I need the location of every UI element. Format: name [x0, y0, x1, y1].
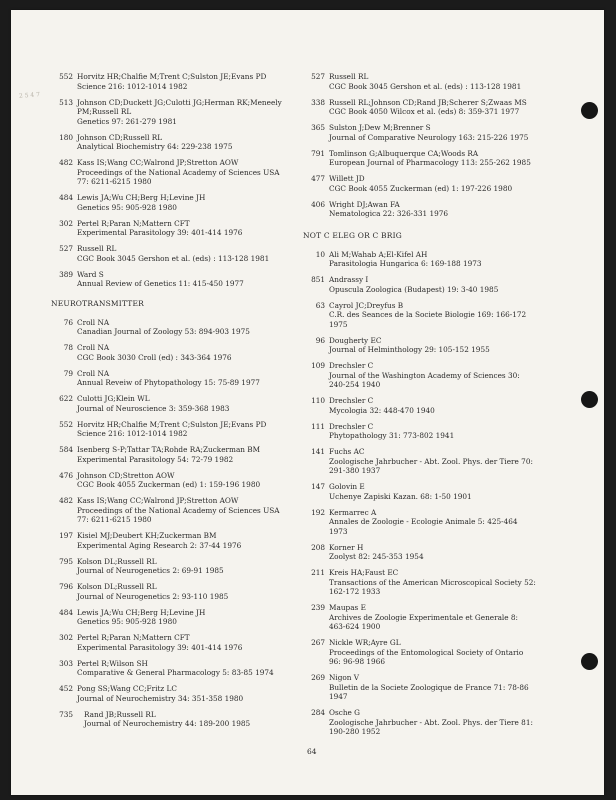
- reference-entry: [303, 72, 568, 91]
- binder-hole-bottom: [581, 653, 598, 670]
- reference-citation-line: Zoologische Jahrbucher - Abt. Zool. Phys. der Tiere 70:: [329, 456, 533, 466]
- reference-authors: Russell RL: [77, 244, 117, 253]
- reference-entry: [303, 708, 568, 737]
- reference-authors: Croll NA: [77, 368, 110, 378]
- reference-authors: Osche G: [329, 708, 360, 717]
- reference-authors: Johnson CD;Duckett JG;Culotti JG;Herman RK;Meneely: [77, 97, 282, 107]
- reference-citation-line: Journal of Comparative Neurology 163: 215-226 1975: [329, 132, 529, 142]
- reference-authors: Kass IS;Wang CC;Walrond JP;Stretton AOW: [77, 158, 239, 167]
- reference-authors: Drechsler C: [329, 361, 374, 370]
- reference-number: 180: [59, 132, 73, 142]
- reference-authors: Kreis HA;Faust EC: [329, 568, 399, 577]
- reference-citation-line: Comparative & General Pharmacology 5: 83-85 1974: [77, 668, 274, 677]
- reference-number: 197: [59, 531, 73, 540]
- reference-number: 484: [59, 193, 73, 202]
- reference-authors: Fuchs AC: [329, 447, 365, 456]
- reference-entry: [51, 710, 301, 729]
- reference-citation-line: Experimental Parasitology 39: 401-414 1976: [77, 642, 243, 652]
- reference-citation-line: Annual Review of Genetics 11: 415-450 1977: [77, 279, 244, 288]
- reference-citation-line: Experimental Parasitology 39: 401-414 1976: [77, 228, 243, 237]
- reference-number: 482: [59, 496, 73, 505]
- reference-entry: [303, 98, 568, 117]
- reference-citation-line: Analytical Biochemistry 64: 229-238 1975: [77, 142, 233, 151]
- reference-entry: [51, 633, 301, 652]
- reference-entry: [51, 496, 301, 525]
- reference-entry: [51, 133, 301, 152]
- reference-entry: [51, 318, 301, 337]
- reference-citation-line: Journal of Helminthology 29: 105-152 1955: [329, 345, 490, 354]
- reference-number: 735: [59, 709, 73, 719]
- reference-number: 10: [315, 249, 325, 259]
- reference-authors: Russell RL: [329, 72, 369, 81]
- reference-citation-line: CGC Book 4055 Zuckerman (ed) 1: 159-196 1980: [77, 480, 261, 489]
- reference-number: 584: [59, 445, 73, 454]
- reference-entry: [51, 471, 301, 490]
- reference-authors: Culotti JG;Klein WL: [77, 394, 150, 403]
- reference-number: 477: [311, 174, 325, 183]
- reference-citation-line: Genetics 97: 261-279 1981: [77, 116, 177, 126]
- reference-number: 791: [311, 148, 325, 158]
- reference-number: 482: [59, 158, 73, 167]
- reference-citation-line: Journal of Neurochemistry 44: 189-200 1985: [84, 719, 251, 728]
- reference-authors: Horvitz HR;Chalfie M;Trent C;Sulston JE;Evans PD: [77, 419, 267, 429]
- reference-entry: [303, 123, 568, 142]
- reference-number: 284: [311, 708, 325, 717]
- reference-number: 269: [311, 673, 325, 682]
- reference-citation-line: 1947: [329, 692, 348, 701]
- reference-number: 109: [311, 361, 325, 370]
- reference-authors: Golovin E: [329, 482, 365, 491]
- reference-authors: Wright DJ;Awan FA: [329, 199, 400, 209]
- reference-authors: Maupas E: [329, 603, 366, 612]
- reference-citation-line: Transactions of the American Microscopical Society 52:: [329, 577, 536, 587]
- reference-number: 211: [311, 568, 325, 577]
- reference-citation-line: Nematologica 22: 326-331 1976: [329, 209, 449, 218]
- reference-authors: Kolson DL;Russell RL: [77, 582, 157, 591]
- reference-authors: Johnson CD;Russell RL: [77, 132, 163, 142]
- reference-number: 76: [63, 317, 73, 327]
- reference-citation-line: CGC Book 4050 Wilcox et al. (eds) 8: 359-371 1977: [329, 107, 520, 116]
- reference-citation-line: Science 216: 1012-1014 1982: [77, 429, 188, 438]
- reference-citation-line: Uchenye Zapiski Kazan. 68: 1-50 1901: [329, 491, 472, 501]
- reference-entry: [303, 336, 568, 355]
- reference-entry: [51, 244, 301, 263]
- reference-citation-line: 291-380 1937: [329, 466, 381, 475]
- reference-citation-line: Zoolyst 82: 245-353 1954: [329, 552, 424, 561]
- reference-entry: [51, 369, 301, 388]
- reference-entry: [303, 275, 568, 294]
- reference-authors: Nickle WR;Ayre GL: [329, 638, 401, 647]
- reference-authors: Sulston J;Dew M;Brenner S: [329, 123, 431, 132]
- reference-authors: Kisiel MJ;Deubert KH;Zuckerman BM: [77, 531, 217, 540]
- reference-authors: Croll NA: [77, 343, 110, 352]
- reference-entry: [51, 394, 301, 413]
- reference-citation-line: European Journal of Pharmacology 113: 255-262 1985: [329, 158, 531, 167]
- reference-authors: Nigon V: [329, 673, 360, 682]
- reference-citation-line: PM;Russell RL: [77, 107, 132, 116]
- binder-hole-middle: [581, 391, 598, 408]
- reference-authors: Korner H: [329, 542, 364, 552]
- reference-number: 267: [311, 638, 325, 647]
- reference-entry: [51, 531, 301, 550]
- right-column: [303, 72, 568, 743]
- reference-entry: [51, 445, 301, 464]
- reference-citation-line: Archives de Zoologie Experimentale et Generale 8:: [329, 612, 519, 622]
- reference-entry: [51, 72, 301, 91]
- reference-number: 96: [315, 335, 325, 345]
- reference-number: 851: [311, 275, 325, 284]
- reference-number: 552: [59, 419, 73, 429]
- section-heading: NEUROTRANSMITTER: [51, 298, 145, 308]
- reference-entry: [303, 301, 568, 330]
- reference-authors: Ali M;Wahab A;El-Kifel AH: [329, 249, 428, 259]
- reference-citation-line: Journal of Neuroscience 3: 359-368 1983: [77, 403, 230, 413]
- reference-authors: Andrassy I: [329, 275, 369, 284]
- section-heading: NOT C ELEG OR C BRIG: [303, 230, 402, 240]
- reference-entry: [303, 638, 568, 667]
- reference-authors: Isenberg S-P;Tattar TA;Rohde RA;Zuckerman BM: [77, 445, 261, 454]
- reference-number: 192: [311, 507, 325, 517]
- reference-authors: Johnson CD;Stretton AOW: [77, 470, 175, 480]
- reference-number: 63: [315, 300, 325, 310]
- reference-number: 111: [311, 421, 325, 431]
- reference-number: 476: [59, 470, 73, 480]
- reference-citation-line: Experimental Aging Research 2: 37-44 1976: [77, 540, 242, 550]
- reference-number: 527: [59, 244, 73, 253]
- reference-authors: Kolson DL;Russell RL: [77, 556, 157, 566]
- reference-number: 110: [311, 396, 325, 405]
- reference-citation-line: Proceedings of the National Academy of Sciences USA: [77, 505, 280, 515]
- reference-entry: [51, 343, 301, 362]
- reference-citation-line: 96: 96-98 1966: [329, 657, 385, 666]
- reference-number: 513: [59, 97, 73, 107]
- reference-number: 527: [311, 72, 325, 81]
- reference-authors: Ward S: [77, 269, 104, 279]
- reference-authors: Pertel R;Paran N;Mattern CFT: [77, 218, 190, 228]
- reference-entry: [51, 659, 301, 678]
- reference-authors: Croll NA: [77, 317, 110, 327]
- reference-authors: Tomlinson G;Albuquerque CA;Woods RA: [329, 148, 479, 158]
- reference-entry: [303, 174, 568, 193]
- reference-entry: [303, 396, 568, 415]
- reference-entry: [303, 361, 568, 390]
- reference-entry: [51, 608, 301, 627]
- reference-entry: [303, 568, 568, 597]
- reference-number: 365: [311, 123, 325, 132]
- reference-authors: Kermarrec A: [329, 507, 377, 517]
- reference-citation-line: CGC Book 4055 Zuckerman (ed) 1: 197-226 1980: [329, 183, 513, 193]
- reference-number: 796: [59, 582, 73, 591]
- reference-authors: Pertel R;Wilson SH: [77, 658, 148, 668]
- reference-number: 795: [59, 556, 73, 566]
- reference-number: 484: [59, 607, 73, 617]
- reference-entry: [51, 557, 301, 576]
- reference-entry: [303, 149, 568, 168]
- reference-authors: Drechsler C: [329, 421, 374, 431]
- reference-citation-line: Mycologia 32: 448-470 1940: [329, 405, 435, 415]
- reference-citation-line: Proceedings of the National Academy of Sciences USA: [77, 167, 280, 177]
- reference-authors: Pertel R;Paran N;Mattern CFT: [77, 633, 190, 642]
- binder-hole-top: [581, 102, 598, 119]
- reference-number: 302: [59, 633, 73, 642]
- reference-entry: [51, 158, 301, 187]
- reference-citation-line: Experimental Parasitology 54: 72-79 1982: [77, 454, 234, 464]
- reference-entry: [51, 219, 301, 238]
- reference-citation-line: Journal of the Washington Academy of Sciences 30:: [329, 370, 520, 380]
- reference-number: 302: [59, 218, 73, 228]
- reference-number: 79: [63, 368, 73, 378]
- reference-citation-line: 77: 6211-6215 1980: [77, 177, 152, 186]
- reference-citation-line: Annual Reveiw of Phytopathology 15: 75-89 1977: [77, 378, 260, 387]
- reference-citation-line: Zoologische Jahrbucher - Abt. Zool. Phys. der Tiere 81:: [329, 717, 533, 727]
- reference-citation-line: CGC Book 3045 Gershon et al. (eds) : 113-128 1981: [329, 81, 522, 91]
- reference-citation-line: Annales de Zoologie - Ecologie Animale 5: 425-464: [329, 517, 518, 526]
- reference-citation-line: Journal of Neurochemistry 34: 351-358 1980: [77, 693, 244, 703]
- reference-authors: Horvitz HR;Chalfie M;Trent C;Sulston JE;Evans PD: [77, 72, 267, 81]
- reference-citation-line: 1975: [329, 319, 348, 329]
- reference-entry: [303, 200, 568, 219]
- reference-number: 389: [59, 269, 73, 279]
- reference-number: 338: [311, 97, 325, 107]
- reference-number: 622: [59, 394, 73, 403]
- reference-citation-line: C.R. des Seances de la Societe Biologie 169: 166-172: [329, 310, 527, 319]
- reference-entry: [51, 420, 301, 439]
- reference-citation-line: Journal of Neurogenetics 2: 69-91 1985: [77, 566, 224, 575]
- reference-authors: Cayrol JC;Dreyfus B: [329, 300, 404, 310]
- reference-citation-line: Bulletin de la Societe Zoologique de France 71: 78-86: [329, 682, 529, 692]
- reference-entry: [303, 543, 568, 562]
- reference-citation-line: Science 216: 1012-1014 1982: [77, 81, 188, 91]
- reference-citation-line: Phytopathology 31: 773-802 1941: [329, 431, 455, 440]
- reference-number: 303: [59, 658, 73, 668]
- reference-citation-line: 162-172 1933: [329, 587, 381, 596]
- reference-citation-line: 190-280 1952: [329, 727, 381, 736]
- reference-citation-line: Genetics 95: 905-928 1980: [77, 202, 177, 212]
- reference-authors: Lewis JA;Wu CH;Berg H;Levine JH: [77, 193, 206, 202]
- reference-authors: Rand JB;Russell RL: [84, 709, 156, 719]
- reference-authors: Russell RL;Johnson CD;Rand JB;Scherer S;Zwaas MS: [329, 97, 527, 107]
- reference-entry: [303, 482, 568, 501]
- reference-entry: [51, 98, 301, 127]
- pencil-margin-note: 2 5 4 7: [18, 91, 41, 100]
- reference-entry: [303, 508, 568, 537]
- reference-authors: Lewis JA;Wu CH;Berg H;Levine JH: [77, 607, 206, 617]
- reference-citation-line: 463-624 1900: [329, 622, 381, 631]
- reference-number: 452: [59, 684, 73, 693]
- reference-number: 552: [59, 72, 73, 81]
- reference-entry: [51, 270, 301, 289]
- reference-citation-line: Genetics 95: 905-928 1980: [77, 617, 177, 626]
- reference-entry: [303, 673, 568, 702]
- reference-number: 208: [311, 542, 325, 552]
- reference-citation-line: Proceedings of the Entomological Society of Ontario: [329, 647, 524, 657]
- page-number: 64: [307, 747, 317, 756]
- reference-authors: Kass IS;Wang CC;Walrond JP;Stretton AOW: [77, 496, 239, 505]
- reference-citation-line: Parasitologia Hungarica 6: 169-188 1973: [329, 259, 482, 268]
- reference-citation-line: Journal of Neurogenetics 2: 93-110 1985: [77, 591, 229, 601]
- reference-number: 147: [311, 482, 325, 491]
- reference-authors: Willett JD: [329, 174, 365, 183]
- reference-number: 141: [311, 447, 325, 456]
- reference-entry: [303, 603, 568, 632]
- reference-authors: Dougherty EC: [329, 335, 382, 345]
- reference-entry: [303, 250, 568, 269]
- reference-entry: [303, 447, 568, 476]
- left-column: [51, 72, 301, 735]
- reference-entry: [51, 193, 301, 212]
- reference-number: 78: [63, 343, 73, 352]
- reference-citation-line: Opuscula Zoologica (Budapest) 19: 3-40 1985: [329, 284, 499, 294]
- reference-citation-line: CGC Book 3045 Gershon et al. (eds) : 113-128 1981: [77, 253, 270, 263]
- reference-number: 239: [311, 603, 325, 612]
- reference-authors: Pong SS;Wang CC;Fritz LC: [77, 684, 177, 693]
- reference-citation-line: 77: 6211-6215 1980: [77, 515, 152, 524]
- reference-entry: [303, 422, 568, 441]
- reference-entry: [51, 582, 301, 601]
- reference-citation-line: Canadian Journal of Zoology 53: 894-903 1975: [77, 327, 250, 336]
- reference-authors: Drechsler C: [329, 396, 374, 405]
- reference-citation-line: 1973: [329, 526, 348, 536]
- reference-number: 406: [311, 199, 325, 209]
- document-page: [11, 10, 604, 795]
- reference-citation-line: 240-254 1940: [329, 380, 381, 389]
- reference-entry: [51, 684, 301, 703]
- reference-citation-line: CGC Book 3030 Croll (ed) : 343-364 1976: [77, 352, 232, 362]
